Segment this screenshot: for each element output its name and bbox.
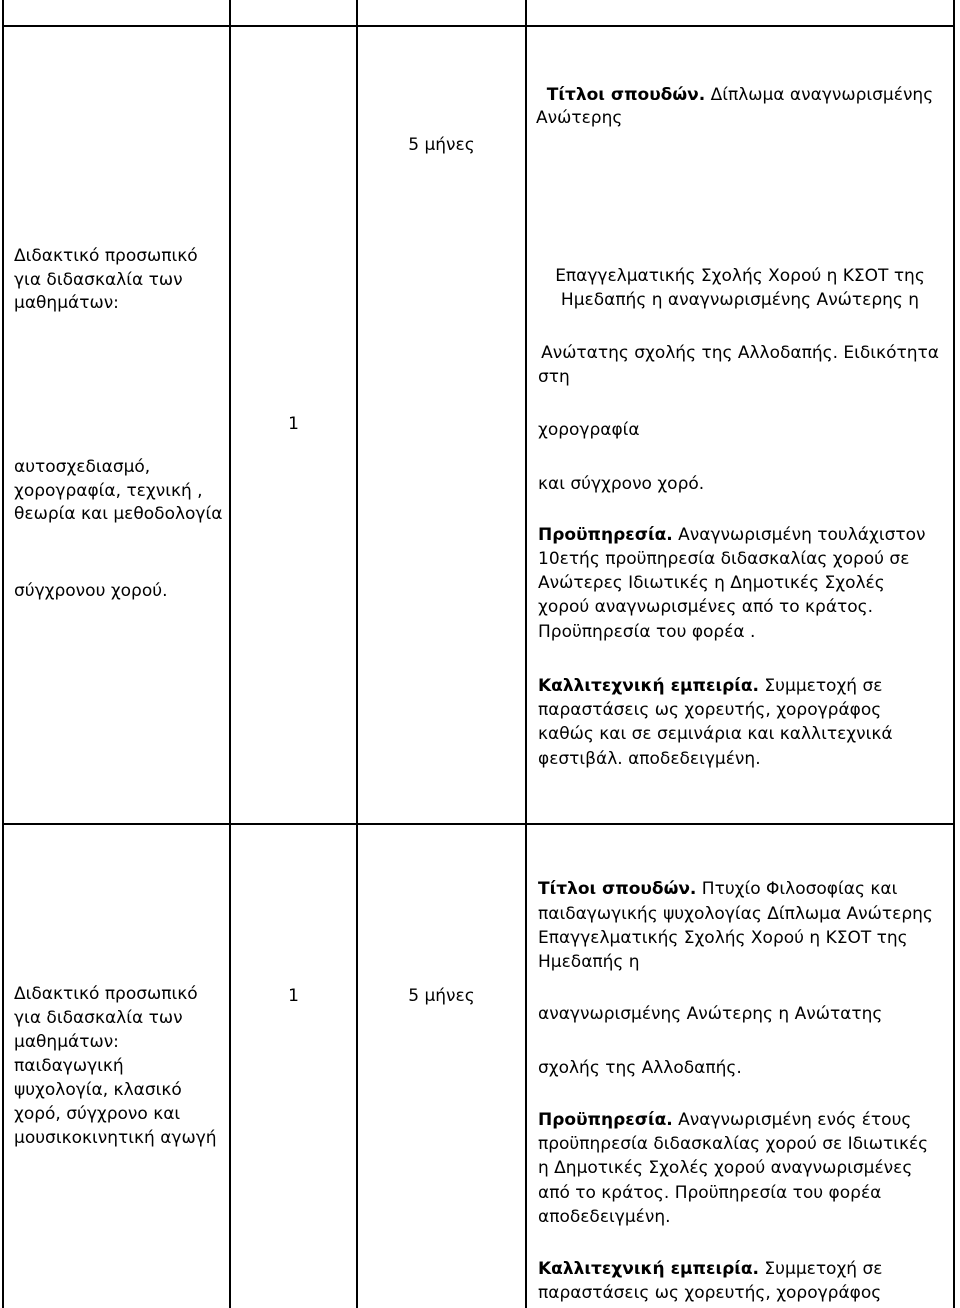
row1-subjects: αυτοσχεδιασμό, χορογραφία, τεχνική , θεωρία και μεθοδολογία (14, 457, 223, 524)
row1-art-line4: φεστιβάλ. αποδεδειγμένη. (538, 749, 761, 769)
row1-art-line2: παραστάσεις ως χορευτής, χορογράφος (538, 700, 882, 720)
row2-titles-text: Πτυχίο Φιλοσοφίας και (701, 879, 898, 899)
row1-titles-line4: Ημεδαπής η αναγνωρισμένης Ανώτερης η (560, 290, 920, 310)
row2-titles-line6: σχολής της Αλλοδαπής. (538, 1058, 742, 1078)
row2-staff-line5: ψυχολογία, κλασικό (14, 1080, 182, 1100)
row1-titles-label: Τίτλοι σπουδών. (546, 85, 706, 105)
row2-art-text: Συμμετοχή σε (764, 1259, 883, 1279)
row1-titles-line5: Ανώτατης σχολής της Αλλοδαπής. Ειδικότητα (541, 343, 939, 363)
row2-experience-line4: από το κράτος. Προϋπηρεσία του φορέα (538, 1183, 882, 1203)
row2-titles-line3: Επαγγελματικής Σχολής Χορού η ΚΣΟΤ της (538, 928, 908, 948)
row2-experience-text: Αναγνωρισμένη ενός έτους (678, 1110, 912, 1130)
row2-staff-line1: Διδακτικό προσωπικό (14, 984, 198, 1004)
row1-experience-line5: Προϋπηρεσία του φορέα . (538, 622, 756, 642)
row1-titles-text: Δίπλωμα αναγνωρισμένης (710, 85, 934, 105)
row2-art-label: Καλλιτεχνική εμπειρία. (538, 1259, 760, 1279)
row1-titles-line8: και σύγχρονο χορό. (538, 474, 705, 494)
row1-count: 1 (288, 414, 299, 434)
row2-titles-line5: αναγνωρισμένης Ανώτερης η Ανώτατης (538, 1004, 883, 1024)
row1-subjects-end: σύγχρονου χορού. (14, 581, 168, 601)
row1-experience-line2: 10ετής προϋπηρεσία διδασκαλίας χορού σε (538, 549, 910, 569)
table-border-left (2, 0, 4, 1308)
column-divider-3 (525, 0, 527, 1308)
row1-experience-line3: Ανώτερες Ιδιωτικές η Δημοτικές Σχολές (538, 573, 885, 593)
column-divider-1 (229, 0, 231, 1308)
row1-art-label: Καλλιτεχνική εμπειρία. (538, 676, 760, 696)
row1-staff-title: Διδακτικό προσωπικό για διδασκαλία των μαθημάτων: (14, 246, 198, 313)
row2-titles-line4: Ημεδαπής η (538, 952, 640, 972)
row1-titles-line2: Ανώτερης (536, 108, 623, 128)
row2-staff-line2: για διδασκαλία των (14, 1008, 183, 1028)
top-row-border (2, 25, 955, 27)
row1-experience-line4: χορού αναγνωρισμένες από το κράτος. (538, 597, 874, 617)
row1-titles-line3: Επαγγελματικής Σχολής Χορού η ΚΣΟΤ της (555, 266, 925, 286)
row2-staff-line7: μουσικοκινητική αγωγή (14, 1128, 217, 1148)
row2-experience-line3: η Δημοτικές Σχολές χορού αναγνωρισμένες (538, 1158, 913, 1178)
row1-titles-line7: χορογραφία (538, 420, 640, 440)
row1-experience-text: Αναγνωρισμένη τουλάχιστον (678, 525, 926, 545)
column-divider-2 (356, 0, 358, 1308)
row2-count: 1 (288, 986, 299, 1006)
row1-titles-line6: στη (538, 367, 570, 387)
row1-duration: 5 μήνες (408, 135, 475, 155)
row2-staff-line6: χορό, σύγχρονο και (14, 1104, 181, 1124)
row1-experience-label: Προϋπηρεσία. (538, 525, 673, 545)
row2-duration: 5 μήνες (408, 986, 475, 1006)
row2-experience-label: Προϋπηρεσία. (538, 1110, 673, 1130)
row2-art-line2: παραστάσεις ως χορευτής, χορογράφος (538, 1283, 882, 1303)
table-border-right (953, 0, 955, 1308)
row2-titles-label: Τίτλοι σπουδών. (538, 879, 697, 899)
row2-titles-line2: παιδαγωγικής ψυχολογίας Δίπλωμα Ανώτερης (538, 904, 933, 924)
row2-staff-line3: μαθημάτων: (14, 1032, 119, 1052)
row1-art-text: Συμμετοχή σε (764, 676, 883, 696)
row2-experience-line2: προϋπηρεσία διδασκαλίας χορού σε Ιδιωτικές (538, 1134, 929, 1154)
row1-art-line3: καθώς και σε σεμινάρια και καλλιτεχνικά (538, 724, 893, 744)
row-divider (2, 823, 955, 825)
row2-experience-line5: αποδεδειγμένη. (538, 1207, 671, 1227)
row2-staff-line4: παιδαγωγική (14, 1056, 124, 1076)
